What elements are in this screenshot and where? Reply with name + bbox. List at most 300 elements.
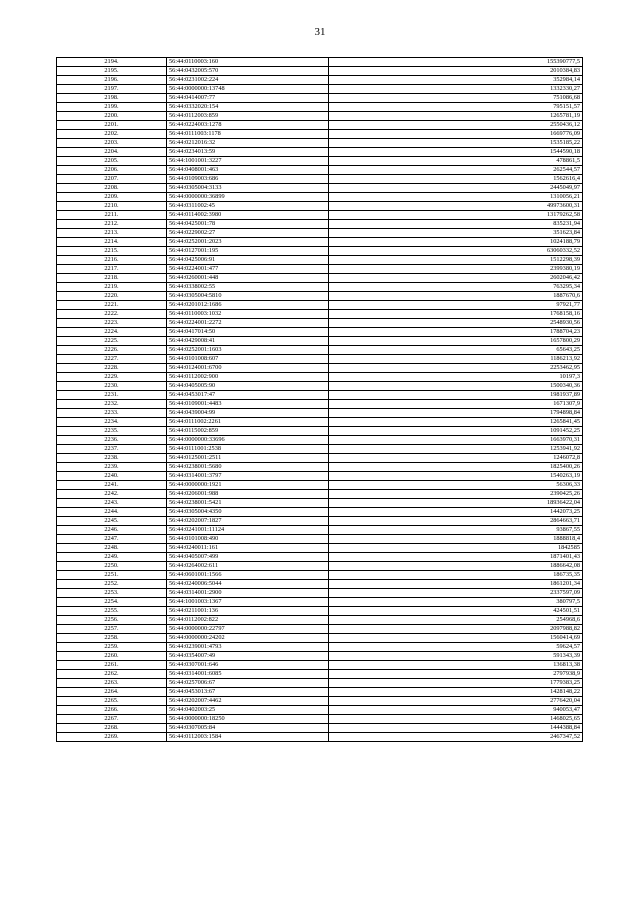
cadastral-number-cell: 56:44:0405007:499 <box>167 553 329 562</box>
cadastral-number-cell: 56:44:0201012:1686 <box>167 301 329 310</box>
table-row <box>57 400 583 409</box>
row-number-cell: 2205. <box>57 157 167 166</box>
table-row <box>57 499 583 508</box>
cadastral-number-cell: 56:44:0425001:78 <box>167 220 329 229</box>
cadastral-value-cell: 1310056,21 <box>329 193 583 202</box>
row-number-cell: 2223. <box>57 319 167 328</box>
cadastral-value-cell: 2253462,95 <box>329 364 583 373</box>
table-row <box>57 634 583 643</box>
cadastral-value-cell: 795151,57 <box>329 103 583 112</box>
row-number-cell: 2195. <box>57 67 167 76</box>
row-number-cell: 2216. <box>57 256 167 265</box>
cadastral-value-cell: 1981937,89 <box>329 391 583 400</box>
row-number-cell: 2256. <box>57 616 167 625</box>
table-row <box>57 688 583 697</box>
table-row <box>57 328 583 337</box>
cadastral-value-table <box>56 57 583 742</box>
row-number-cell: 2207. <box>57 175 167 184</box>
row-number-cell: 2260. <box>57 652 167 661</box>
cadastral-value-cell: 424501,51 <box>329 607 583 616</box>
table-row <box>57 418 583 427</box>
cadastral-value-cell: 1535185,22 <box>329 139 583 148</box>
row-number-cell: 2204. <box>57 148 167 157</box>
table-row <box>57 472 583 481</box>
table-row <box>57 391 583 400</box>
cadastral-number-cell: 56:44:1001001:3227 <box>167 157 329 166</box>
table-row <box>57 166 583 175</box>
cadastral-number-cell: 56:44:0111001:2538 <box>167 445 329 454</box>
cadastral-value-cell: 2399380,19 <box>329 265 583 274</box>
cadastral-value-cell: 18936422,04 <box>329 499 583 508</box>
cadastral-value-cell: 2445049,97 <box>329 184 583 193</box>
table-row <box>57 670 583 679</box>
cadastral-number-cell: 56:44:0453013:67 <box>167 688 329 697</box>
cadastral-value-cell: 2010384,83 <box>329 67 583 76</box>
table-row <box>57 724 583 733</box>
row-number-cell: 2221. <box>57 301 167 310</box>
cadastral-value-cell: 2390425,26 <box>329 490 583 499</box>
table-row <box>57 319 583 328</box>
row-number-cell: 2234. <box>57 418 167 427</box>
cadastral-number-cell: 56:44:0109003:686 <box>167 175 329 184</box>
row-number-cell: 2267. <box>57 715 167 724</box>
row-number-cell: 2240. <box>57 472 167 481</box>
cadastral-number-cell: 56:44:0112003:859 <box>167 112 329 121</box>
table-row <box>57 409 583 418</box>
cadastral-value-cell: 591343,39 <box>329 652 583 661</box>
cadastral-value-cell: 1671307,9 <box>329 400 583 409</box>
row-number-cell: 2235. <box>57 427 167 436</box>
cadastral-number-cell: 56:44:0338002:55 <box>167 283 329 292</box>
cadastral-number-cell: 56:44:0432005:570 <box>167 67 329 76</box>
table-row <box>57 598 583 607</box>
cadastral-number-cell: 56:44:0239001:4793 <box>167 643 329 652</box>
cadastral-number-cell: 56:44:0202007:1827 <box>167 517 329 526</box>
row-number-cell: 2259. <box>57 643 167 652</box>
cadastral-number-cell: 56:44:0354007:49 <box>167 652 329 661</box>
cadastral-number-cell: 56:44:0112002:900 <box>167 373 329 382</box>
cadastral-number-cell: 56:44:0417014:50 <box>167 328 329 337</box>
cadastral-value-cell: 2776420,04 <box>329 697 583 706</box>
cadastral-number-cell: 56:44:0111003:1178 <box>167 130 329 139</box>
cadastral-number-cell: 56:44:0224001:2272 <box>167 319 329 328</box>
table-row <box>57 355 583 364</box>
cadastral-value-cell: 1332330,27 <box>329 85 583 94</box>
cadastral-number-cell: 56:44:0000000:18250 <box>167 715 329 724</box>
row-number-cell: 2258. <box>57 634 167 643</box>
cadastral-number-cell: 56:44:0101008:607 <box>167 355 329 364</box>
cadastral-value-cell: 56306,33 <box>329 481 583 490</box>
cadastral-number-cell: 56:44:0202007:4462 <box>167 697 329 706</box>
cadastral-number-cell: 56:44:0125001:2511 <box>167 454 329 463</box>
cadastral-number-cell: 56:44:0000000:13748 <box>167 85 329 94</box>
row-number-cell: 2206. <box>57 166 167 175</box>
table-row <box>57 463 583 472</box>
cadastral-number-cell: 56:44:0224003:1278 <box>167 121 329 130</box>
row-number-cell: 2244. <box>57 508 167 517</box>
row-number-cell: 2196. <box>57 76 167 85</box>
cadastral-value-cell: 2797938,9 <box>329 670 583 679</box>
table-row <box>57 76 583 85</box>
row-number-cell: 2266. <box>57 706 167 715</box>
table-row <box>57 427 583 436</box>
cadastral-value-cell: 2550436,12 <box>329 121 583 130</box>
row-number-cell: 2220. <box>57 292 167 301</box>
cadastral-number-cell: 56:44:0127001:195 <box>167 247 329 256</box>
cadastral-value-cell: 1253941,92 <box>329 445 583 454</box>
cadastral-value-cell: 1512298,39 <box>329 256 583 265</box>
cadastral-number-cell: 56:44:0241001:11124 <box>167 526 329 535</box>
cadastral-value-cell: 1861201,34 <box>329 580 583 589</box>
cadastral-number-cell: 56:44:0234013:59 <box>167 148 329 157</box>
cadastral-value-cell: 2548930,56 <box>329 319 583 328</box>
cadastral-value-cell: 1444388,84 <box>329 724 583 733</box>
table-row <box>57 193 583 202</box>
cadastral-number-cell: 56:44:0260001:448 <box>167 274 329 283</box>
cadastral-value-cell: 352984,14 <box>329 76 583 85</box>
row-number-cell: 2212. <box>57 220 167 229</box>
row-number-cell: 2210. <box>57 202 167 211</box>
row-number-cell: 2237. <box>57 445 167 454</box>
cadastral-number-cell: 56:44:0110003:160 <box>167 58 329 67</box>
row-number-cell: 2209. <box>57 193 167 202</box>
table-row <box>57 697 583 706</box>
row-number-cell: 2243. <box>57 499 167 508</box>
table-row <box>57 211 583 220</box>
cadastral-value-cell: 835231,94 <box>329 220 583 229</box>
cadastral-number-cell: 56:44:0314001:3797 <box>167 472 329 481</box>
row-number-cell: 2238. <box>57 454 167 463</box>
cadastral-number-cell: 56:44:0206001:988 <box>167 490 329 499</box>
cadastral-value-cell: 1842585 <box>329 544 583 553</box>
table-row <box>57 535 583 544</box>
row-number-cell: 2222. <box>57 310 167 319</box>
cadastral-number-cell: 56:44:0112002:822 <box>167 616 329 625</box>
cadastral-number-cell: 56:44:0257006:67 <box>167 679 329 688</box>
table-row <box>57 202 583 211</box>
table-body <box>57 58 583 742</box>
cadastral-number-cell: 56:44:0000000:36899 <box>167 193 329 202</box>
cadastral-value-cell: 65643,25 <box>329 346 583 355</box>
row-number-cell: 2242. <box>57 490 167 499</box>
table-row <box>57 229 583 238</box>
table-row <box>57 544 583 553</box>
table-row <box>57 616 583 625</box>
table-row <box>57 643 583 652</box>
row-number-cell: 2218. <box>57 274 167 283</box>
cadastral-value-cell: 59624,57 <box>329 643 583 652</box>
cadastral-value-cell: 93867,55 <box>329 526 583 535</box>
row-number-cell: 2231. <box>57 391 167 400</box>
cadastral-value-cell: 1428148,22 <box>329 688 583 697</box>
table-row <box>57 265 583 274</box>
cadastral-number-cell: 56:44:0402003:25 <box>167 706 329 715</box>
cadastral-number-cell: 56:44:0110003:1032 <box>167 310 329 319</box>
cadastral-value-cell: 1887670,6 <box>329 292 583 301</box>
table-row <box>57 679 583 688</box>
table-row <box>57 157 583 166</box>
cadastral-value-cell: 254968,6 <box>329 616 583 625</box>
cadastral-value-cell: 10197,3 <box>329 373 583 382</box>
cadastral-value-cell: 1669776,09 <box>329 130 583 139</box>
cadastral-value-cell: 1024188,79 <box>329 238 583 247</box>
cadastral-value-cell: 2337597,09 <box>329 589 583 598</box>
cadastral-value-cell: 1794898,84 <box>329 409 583 418</box>
cadastral-value-cell: 1888818,4 <box>329 535 583 544</box>
table-row <box>57 508 583 517</box>
table-row <box>57 553 583 562</box>
row-number-cell: 2250. <box>57 562 167 571</box>
row-number-cell: 2265. <box>57 697 167 706</box>
table-row <box>57 436 583 445</box>
page-number: 31 <box>314 26 326 38</box>
cadastral-number-cell: 56:44:0332020:154 <box>167 103 329 112</box>
table-row <box>57 94 583 103</box>
row-number-cell: 2197. <box>57 85 167 94</box>
cadastral-value-cell: 63060332,52 <box>329 247 583 256</box>
table-row <box>57 481 583 490</box>
cadastral-value-cell: 380797,5 <box>329 598 583 607</box>
cadastral-value-cell: 1562616,4 <box>329 175 583 184</box>
cadastral-number-cell: 56:44:0114002:3980 <box>167 211 329 220</box>
row-number-cell: 2217. <box>57 265 167 274</box>
row-number-cell: 2268. <box>57 724 167 733</box>
cadastral-value-cell: 13179262,58 <box>329 211 583 220</box>
row-number-cell: 2225. <box>57 337 167 346</box>
row-number-cell: 2229. <box>57 373 167 382</box>
cadastral-value-cell: 97921,77 <box>329 301 583 310</box>
cadastral-value-cell: 155390777,5 <box>329 58 583 67</box>
row-number-cell: 2227. <box>57 355 167 364</box>
cadastral-value-cell: 1560414,69 <box>329 634 583 643</box>
row-number-cell: 2224. <box>57 328 167 337</box>
cadastral-value-cell: 49973600,31 <box>329 202 583 211</box>
row-number-cell: 2247. <box>57 535 167 544</box>
cadastral-number-cell: 56:44:0124001:6700 <box>167 364 329 373</box>
table-row <box>57 130 583 139</box>
table-row <box>57 607 583 616</box>
table-row <box>57 85 583 94</box>
cadastral-value-cell: 940053,47 <box>329 706 583 715</box>
row-number-cell: 2214. <box>57 238 167 247</box>
cadastral-number-cell: 56:44:0414007:77 <box>167 94 329 103</box>
cadastral-value-cell: 2097988,82 <box>329 625 583 634</box>
table-row <box>57 310 583 319</box>
table-row <box>57 175 583 184</box>
cadastral-number-cell: 56:44:0425006:91 <box>167 256 329 265</box>
cadastral-value-cell: 1886642,08 <box>329 562 583 571</box>
table-row <box>57 274 583 283</box>
cadastral-number-cell: 56:44:0311002:45 <box>167 202 329 211</box>
table-row <box>57 112 583 121</box>
table-row <box>57 301 583 310</box>
cadastral-number-cell: 56:44:0229002:27 <box>167 229 329 238</box>
cadastral-value-cell: 2467347,52 <box>329 733 583 742</box>
table-row <box>57 121 583 130</box>
table-row <box>57 238 583 247</box>
table-row <box>57 580 583 589</box>
cadastral-number-cell: 56:44:0111002:2261 <box>167 418 329 427</box>
cadastral-value-cell: 1544590,18 <box>329 148 583 157</box>
row-number-cell: 2248. <box>57 544 167 553</box>
table-row <box>57 661 583 670</box>
cadastral-value-cell: 1657800,29 <box>329 337 583 346</box>
table-row <box>57 517 583 526</box>
table-row <box>57 589 583 598</box>
cadastral-value-cell: 763295,34 <box>329 283 583 292</box>
cadastral-number-cell: 56:44:0224001:477 <box>167 265 329 274</box>
cadastral-number-cell: 56:44:0000000:22797 <box>167 625 329 634</box>
row-number-cell: 2253. <box>57 589 167 598</box>
row-number-cell: 2239. <box>57 463 167 472</box>
cadastral-number-cell: 56:44:0305004:4350 <box>167 508 329 517</box>
cadastral-value-cell: 1246072,8 <box>329 454 583 463</box>
table-row <box>57 103 583 112</box>
cadastral-value-cell: 136813,38 <box>329 661 583 670</box>
cadastral-number-cell: 56:44:0305004:3133 <box>167 184 329 193</box>
row-number-cell: 2208. <box>57 184 167 193</box>
cadastral-number-cell: 56:44:0238001:5421 <box>167 499 329 508</box>
cadastral-number-cell: 56:44:0307001:646 <box>167 661 329 670</box>
row-number-cell: 2202. <box>57 130 167 139</box>
cadastral-number-cell: 56:44:0314001:2900 <box>167 589 329 598</box>
table-row <box>57 337 583 346</box>
table-row <box>57 715 583 724</box>
row-number-cell: 2261. <box>57 661 167 670</box>
cadastral-number-cell: 56:44:0240011:161 <box>167 544 329 553</box>
cadastral-value-cell: 186735,35 <box>329 571 583 580</box>
table-row <box>57 58 583 67</box>
row-number-cell: 2262. <box>57 670 167 679</box>
row-number-cell: 2269. <box>57 733 167 742</box>
cadastral-number-cell: 56:44:0453017:47 <box>167 391 329 400</box>
cadastral-number-cell: 56:44:0112003:1584 <box>167 733 329 742</box>
table-row <box>57 490 583 499</box>
cadastral-value-cell: 1779383,25 <box>329 679 583 688</box>
cadastral-number-cell: 56:44:1001003:1367 <box>167 598 329 607</box>
row-number-cell: 2203. <box>57 139 167 148</box>
table-row <box>57 733 583 742</box>
cadastral-number-cell: 56:44:0429008:41 <box>167 337 329 346</box>
cadastral-number-cell: 56:44:0408001:463 <box>167 166 329 175</box>
cadastral-number-cell: 56:44:0314001:6085 <box>167 670 329 679</box>
row-number-cell: 2194. <box>57 58 167 67</box>
cadastral-value-cell: 751086,68 <box>329 94 583 103</box>
cadastral-number-cell: 56:44:0212016:32 <box>167 139 329 148</box>
cadastral-value-cell: 1091452,25 <box>329 427 583 436</box>
cadastral-value-cell: 1768158,16 <box>329 310 583 319</box>
cadastral-number-cell: 56:44:0231002:224 <box>167 76 329 85</box>
cadastral-value-cell: 262544,57 <box>329 166 583 175</box>
cadastral-value-cell: 1663970,31 <box>329 436 583 445</box>
cadastral-value-cell: 351623,84 <box>329 229 583 238</box>
cadastral-number-cell: 56:44:0000000:33696 <box>167 436 329 445</box>
row-number-cell: 2233. <box>57 409 167 418</box>
table-row <box>57 292 583 301</box>
table-row <box>57 445 583 454</box>
cadastral-value-cell: 1265781,19 <box>329 112 583 121</box>
row-number-cell: 2219. <box>57 283 167 292</box>
cadastral-value-cell: 1468025,65 <box>329 715 583 724</box>
cadastral-number-cell: 56:44:0405005:90 <box>167 382 329 391</box>
cadastral-number-cell: 56:44:0211001:136 <box>167 607 329 616</box>
cadastral-value-cell: 1825400,26 <box>329 463 583 472</box>
row-number-cell: 2255. <box>57 607 167 616</box>
table-row <box>57 526 583 535</box>
table-row <box>57 67 583 76</box>
row-number-cell: 2215. <box>57 247 167 256</box>
table-row <box>57 346 583 355</box>
cadastral-number-cell: 56:44:0307005:84 <box>167 724 329 733</box>
table-row <box>57 652 583 661</box>
row-number-cell: 2211. <box>57 211 167 220</box>
cadastral-number-cell: 56:44:0115002:859 <box>167 427 329 436</box>
cadastral-number-cell: 56:44:0240006:5044 <box>167 580 329 589</box>
table-row <box>57 256 583 265</box>
row-number-cell: 2230. <box>57 382 167 391</box>
table-row <box>57 139 583 148</box>
table-row <box>57 184 583 193</box>
cadastral-number-cell: 56:44:0252001:1603 <box>167 346 329 355</box>
cadastral-value-cell: 2864663,71 <box>329 517 583 526</box>
cadastral-number-cell: 56:44:0305004:5810 <box>167 292 329 301</box>
row-number-cell: 2201. <box>57 121 167 130</box>
cadastral-value-cell: 1788704,23 <box>329 328 583 337</box>
table-row <box>57 382 583 391</box>
cadastral-number-cell: 56:44:0238001:5680 <box>167 463 329 472</box>
row-number-cell: 2200. <box>57 112 167 121</box>
row-number-cell: 2252. <box>57 580 167 589</box>
row-number-cell: 2263. <box>57 679 167 688</box>
table-row <box>57 364 583 373</box>
cadastral-number-cell: 56:44:0264002:611 <box>167 562 329 571</box>
row-number-cell: 2241. <box>57 481 167 490</box>
table-row <box>57 247 583 256</box>
cadastral-value-cell: 1540263,19 <box>329 472 583 481</box>
table-row <box>57 625 583 634</box>
cadastral-value-cell: 478861,5 <box>329 157 583 166</box>
table-row <box>57 283 583 292</box>
cadastral-value-cell: 2602046,42 <box>329 274 583 283</box>
row-number-cell: 2245. <box>57 517 167 526</box>
table-row <box>57 373 583 382</box>
row-number-cell: 2251. <box>57 571 167 580</box>
row-number-cell: 2257. <box>57 625 167 634</box>
row-number-cell: 2213. <box>57 229 167 238</box>
cadastral-value-cell: 1265841,45 <box>329 418 583 427</box>
cadastral-number-cell: 56:44:0109001:4483 <box>167 400 329 409</box>
row-number-cell: 2199. <box>57 103 167 112</box>
cadastral-value-cell: 1442073,25 <box>329 508 583 517</box>
row-number-cell: 2249. <box>57 553 167 562</box>
table-row <box>57 706 583 715</box>
cadastral-number-cell: 56:44:0000000:24202 <box>167 634 329 643</box>
row-number-cell: 2198. <box>57 94 167 103</box>
row-number-cell: 2228. <box>57 364 167 373</box>
table-row <box>57 220 583 229</box>
cadastral-number-cell: 56:44:0101008:490 <box>167 535 329 544</box>
cadastral-value-cell: 1186213,92 <box>329 355 583 364</box>
cadastral-number-cell: 56:44:0252001:2023 <box>167 238 329 247</box>
cadastral-number-cell: 56:44:0601001:1566 <box>167 571 329 580</box>
row-number-cell: 2226. <box>57 346 167 355</box>
row-number-cell: 2254. <box>57 598 167 607</box>
row-number-cell: 2232. <box>57 400 167 409</box>
cadastral-value-cell: 1871401,43 <box>329 553 583 562</box>
row-number-cell: 2236. <box>57 436 167 445</box>
table-row <box>57 562 583 571</box>
row-number-cell: 2264. <box>57 688 167 697</box>
